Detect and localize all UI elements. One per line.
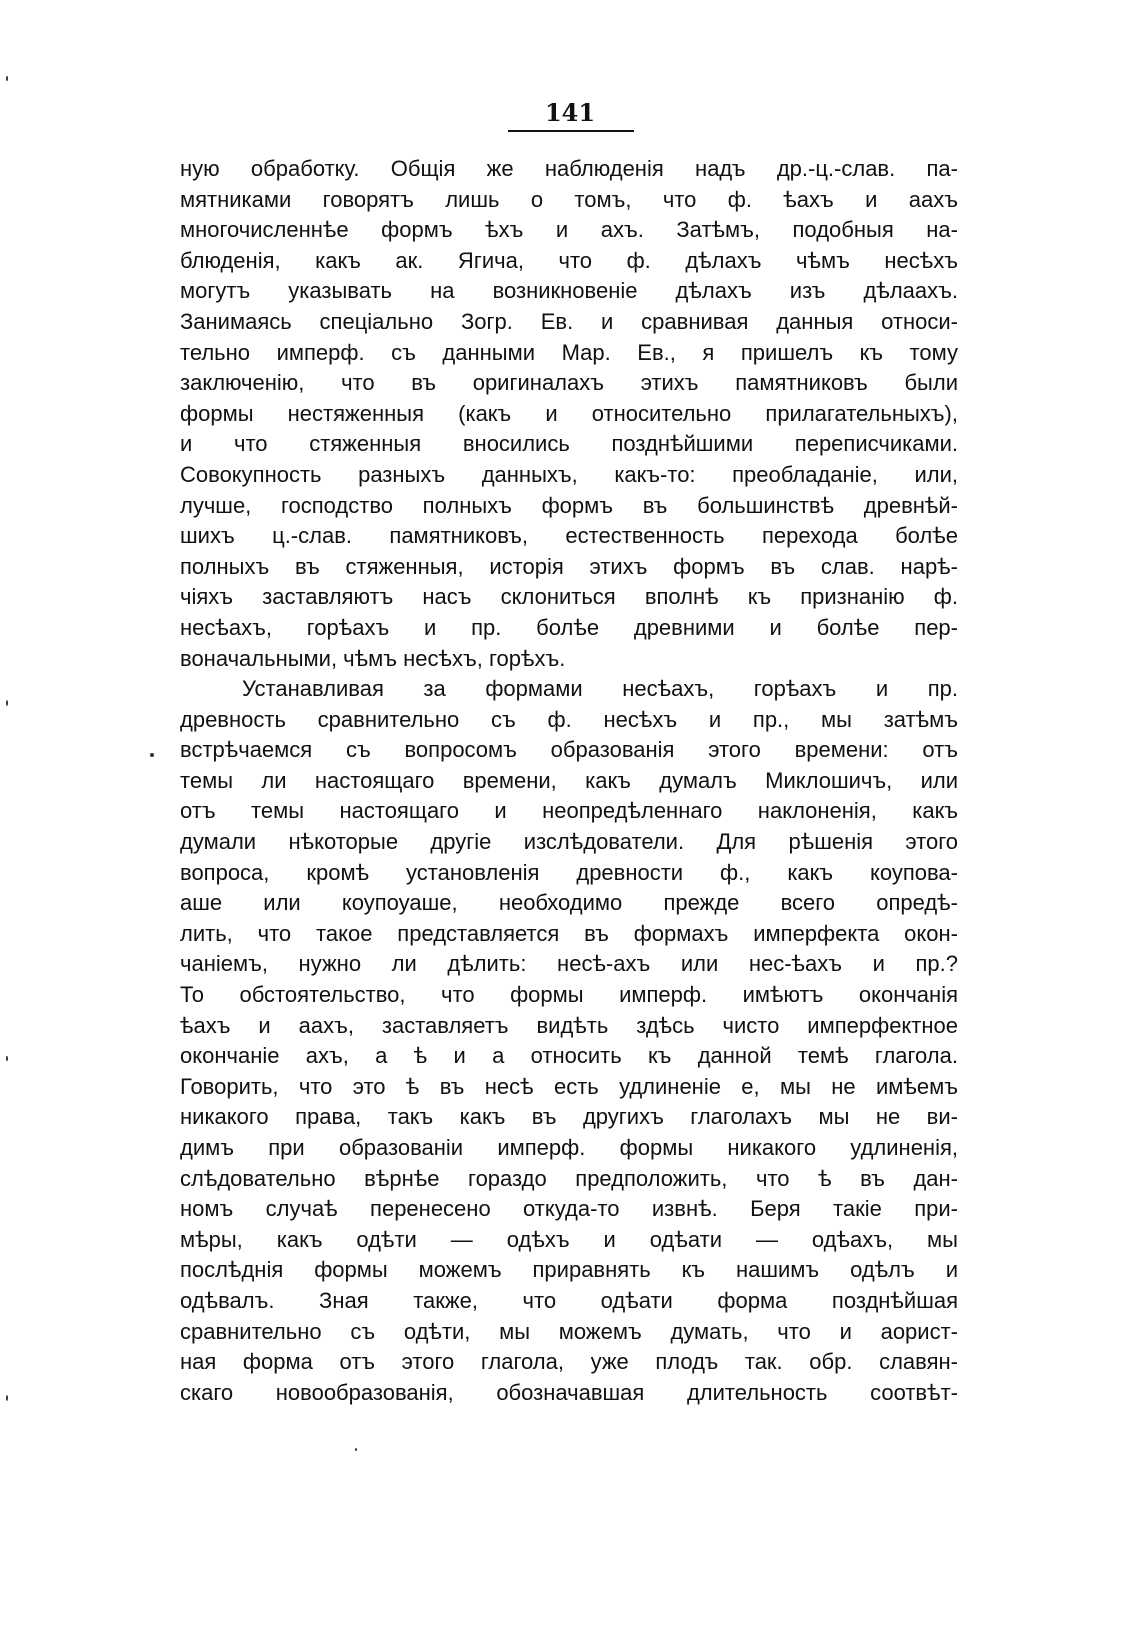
text-line: слѣдовательно вѣрнѣе гораздо предположить, что ѣ въ дан- xyxy=(180,1165,958,1191)
text-line: То обстоятельство, что формы имперф. имѣютъ окончанія xyxy=(180,982,958,1008)
text-line: номъ случаѣ перенесено откуда-то извнѣ. Беря такіе при- xyxy=(180,1196,958,1222)
text-line: несѣахъ, горѣахъ и пр. болѣе древними и болѣе пер- xyxy=(180,614,958,640)
scan-speck xyxy=(6,1056,8,1061)
body-text xyxy=(180,154,958,1408)
text-line: ная форма отъ этого глагола, уже плодъ так. обр. славян- xyxy=(180,1349,958,1375)
header-rule xyxy=(508,130,634,132)
text-line: чіяхъ заставляютъ насъ склониться вполнѣ къ признанію ф. xyxy=(180,584,958,610)
text-line: аше или коупоуаше, необходимо прежде всего опредѣ- xyxy=(180,890,958,916)
scan-speck xyxy=(150,753,154,757)
text-line: древность сравнительно съ ф. несѣхъ и пр., мы затѣмъ xyxy=(180,706,958,732)
text-line: отъ темы настоящаго и неопредѣленнаго наклоненія, какъ xyxy=(180,798,958,824)
text-line: встрѣчаемся съ вопросомъ образованія этого времени: отъ xyxy=(180,737,958,763)
page-number: 141 xyxy=(544,98,596,127)
text-line: мятниками говорятъ лишь о томъ, что ф. ѣахъ и аахъ xyxy=(180,186,958,212)
text-line: шихъ ц.-слав. памятниковъ, естественность перехода болѣе xyxy=(180,523,958,549)
text-line: окончаніе ахъ, а ѣ и а относить къ данной темѣ глагола. xyxy=(180,1043,958,1069)
scan-speck xyxy=(6,700,8,706)
text-line: полныхъ въ стяженныя, исторія этихъ формъ въ слав. нарѣ- xyxy=(180,553,958,579)
text-line: Устанавливая за формами несѣахъ, горѣахъ и пр. xyxy=(242,676,958,702)
text-line: многочисленнѣе формъ ѣхъ и ахъ. Затѣмъ, подобныя на- xyxy=(180,217,958,243)
text-line: могутъ указывать на возникновеніе дѣлахъ изъ дѣлаахъ. xyxy=(180,278,958,304)
text-line: скаго новообразованія, обозначавшая длительность соотвѣт- xyxy=(180,1379,958,1405)
text-line: воначальными, чѣмъ несѣхъ, горѣхъ. xyxy=(180,645,566,671)
scan-speck xyxy=(355,1448,357,1451)
text-line: тельно имперф. съ данными Мар. Ев., я пришелъ къ тому xyxy=(180,339,958,365)
text-line: ѣахъ и аахъ, заставляетъ видѣть здѣсь чисто имперфектное xyxy=(180,1012,958,1038)
scan-speck xyxy=(6,1395,8,1401)
text-line: и что стяженныя вносились позднѣйшими переписчиками. xyxy=(180,431,958,457)
text-line: ную обработку. Общія же наблюденія надъ др.-ц.-слав. па- xyxy=(180,156,958,181)
text-line: димъ при образованіи имперф. формы никакого удлиненія, xyxy=(180,1135,958,1160)
text-line: лучше, господство полныхъ формъ въ большинствѣ древнѣй- xyxy=(180,492,958,518)
text-line: чаніемъ, нужно ли дѣлить: несѣ-ахъ или нес-ѣахъ и пр.? xyxy=(180,951,958,977)
text-line: одѣвалъ. Зная также, что одѣати форма позднѣйшая xyxy=(180,1287,958,1313)
text-line: Говорить, что это ѣ въ несѣ есть удлиненіе е, мы не имѣемъ xyxy=(180,1073,958,1099)
text-line: Занимаясь спеціально Зогр. Ев. и сравнивая данныя относи- xyxy=(180,308,958,334)
paragraph-1 xyxy=(180,154,958,674)
text-line: формы нестяженныя (какъ и относительно прилагательныхъ), xyxy=(180,400,958,426)
paragraph-2 xyxy=(180,674,958,1408)
text-line: лить, что такое представляется въ формахъ имперфекта окон- xyxy=(180,920,958,946)
text-line: блюденія, какъ ак. Ягича, что ф. дѣлахъ чѣмъ несѣхъ xyxy=(180,247,958,273)
text-line: Совокупность разныхъ данныхъ, какъ-то: преобладаніе, или, xyxy=(180,461,958,487)
text-line: темы ли настоящаго времени, какъ думалъ Миклошичъ, или xyxy=(180,767,958,793)
text-line: вопроса, кромѣ установленія древности ф., какъ коупова- xyxy=(180,859,958,885)
text-line: послѣднія формы можемъ приравнять къ нашимъ одѣлъ и xyxy=(180,1257,958,1283)
text-line: никакого права, такъ какъ въ другихъ глаголахъ мы не ви- xyxy=(180,1104,958,1130)
scan-speck xyxy=(6,76,8,81)
text-line: сравнительно съ одѣти, мы можемъ думать, что и аорист- xyxy=(180,1318,958,1344)
text-line: заключенію, что въ оригиналахъ этихъ памятниковъ были xyxy=(180,370,958,396)
text-line: думали нѣкоторые другіе изслѣдователи. Для рѣшенія этого xyxy=(180,829,958,855)
text-line: мѣры, какъ одѣти — одѣхъ и одѣати — одѣахъ, мы xyxy=(180,1226,958,1252)
